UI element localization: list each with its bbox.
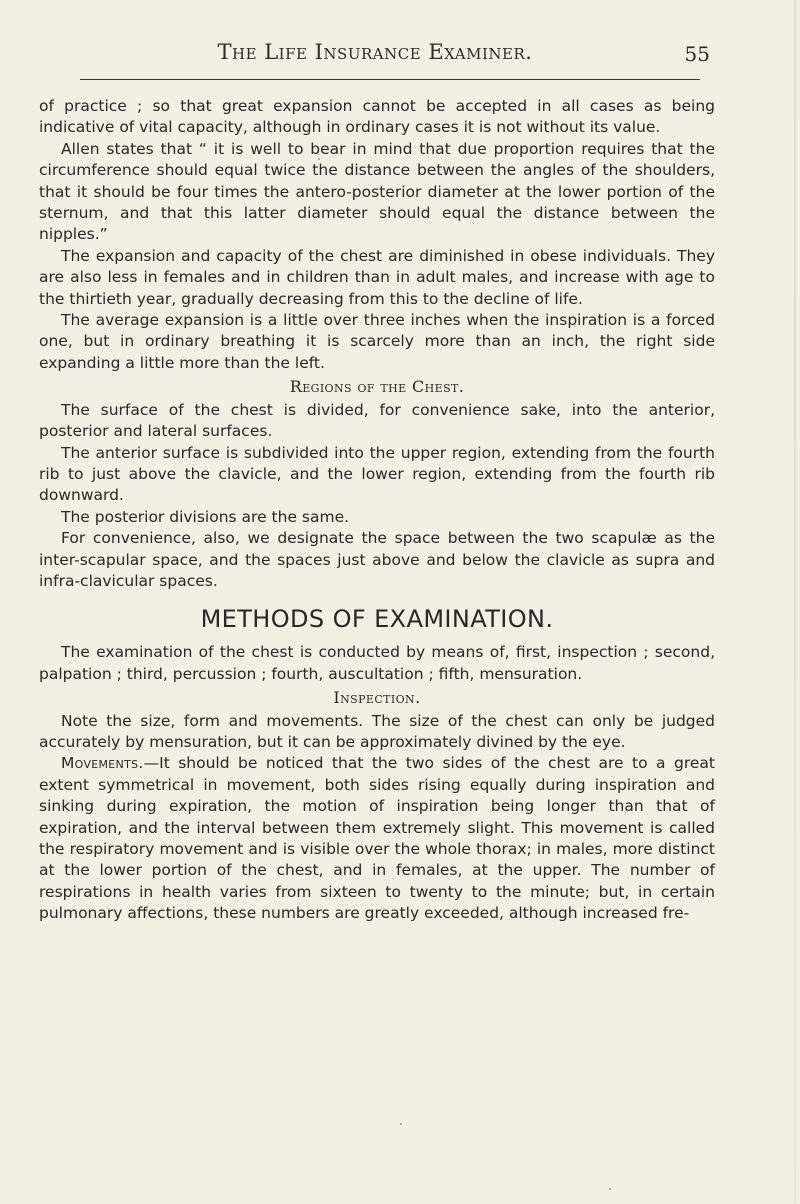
paragraph-examination-means: The examination of the chest is conducted by means of, first, inspection ; second, palpation ; third, percussion ; fourth, auscultation ; fifth, mensuration. (39, 643, 715, 683)
paragraph-continuation: of practice ; so that great expansion cannot be accepted in all cases as being indicative of vital capacity, although in ordinary cases it is not without its value. (39, 97, 715, 137)
movements-text: —It should be noticed that the two sides of the chest are to a great extent symmetrical in movement, both sides rising equally during inspiration and sinking during expiration, the motion of inspiration being longer than that of expiration, and the interval between them extremely slight. This movement is called the respiratory movement and is visible over the whole thorax; in males, more distinct at the lower portion of the chest, and in females, at the upper. The number of respirations in health varies from sixteen to twenty to the minute; but, in certain pulmonary affections, these numbers are greatly exceeded, although increased fre- (39, 754, 715, 923)
paper-speck (609, 1188, 611, 1190)
paragraph-size-form: Note the size, form and movements. The size of the chest can only be judged accurately by mensuration, but it can be approximately divined by the eye. (39, 711, 715, 751)
paragraph-movements (39, 753, 715, 924)
header-rule (80, 79, 700, 80)
heading-regions-of-chest: Regions of the Chest. (289, 377, 465, 397)
running-title: The Life Insurance Examiner. (217, 40, 533, 64)
paragraph-obese-individuals: The expansion and capacity of the chest are diminished in obese individuals. They are also less in females and in children than in adult males, and increase with age to the thirtieth year, gradually decreasing from this to the decline of life. (39, 246, 715, 308)
page-body (39, 96, 715, 925)
paragraph-average-expansion: The average expansion is a little over three inches when the inspiration is a forced one, but in ordinary breathing it is scarcely more than an inch, the right side expanding a little more than the left. (39, 311, 715, 372)
page-header (40, 40, 710, 76)
paper-speck (400, 1123, 402, 1125)
page-number: 55 (684, 42, 710, 66)
page-edge-shadow (794, 0, 796, 1204)
heading-methods-of-examination: METHODS OF EXAMINATION. (200, 605, 554, 634)
paragraph-posterior-divisions: The posterior divisions are the same. (61, 507, 350, 526)
movements-lead: Movements. (61, 754, 144, 773)
paragraph-inter-scapular: For convenience, also, we designate the space between the two scapulæ as the inter-scapular space, and the spaces just above and below the clavicle as supra and infra-clavicular spaces. (39, 529, 715, 590)
paragraph-surface-division: The surface of the chest is divided, for convenience sake, into the anterior, posterior and lateral surfaces. (39, 400, 715, 441)
heading-inspection: Inspection. (333, 688, 421, 708)
paragraph-anterior-surface: The anterior surface is subdivided into the upper region, extending from the fourth rib to just above the clavicle, and the lower region, extending from the fourth rib downward. (39, 443, 715, 505)
paragraph-allen-quote: Allen states that “ it is well to bear in mind that due proportion requires that the circumference should equal twice the distance between the angles of the shoulders, that it should be four times the antero-posterior diameter at the lower portion of the sternum, and that this latter diameter should equal the distance between the nipples.” (39, 139, 715, 244)
paper-speck (318, 158, 320, 160)
